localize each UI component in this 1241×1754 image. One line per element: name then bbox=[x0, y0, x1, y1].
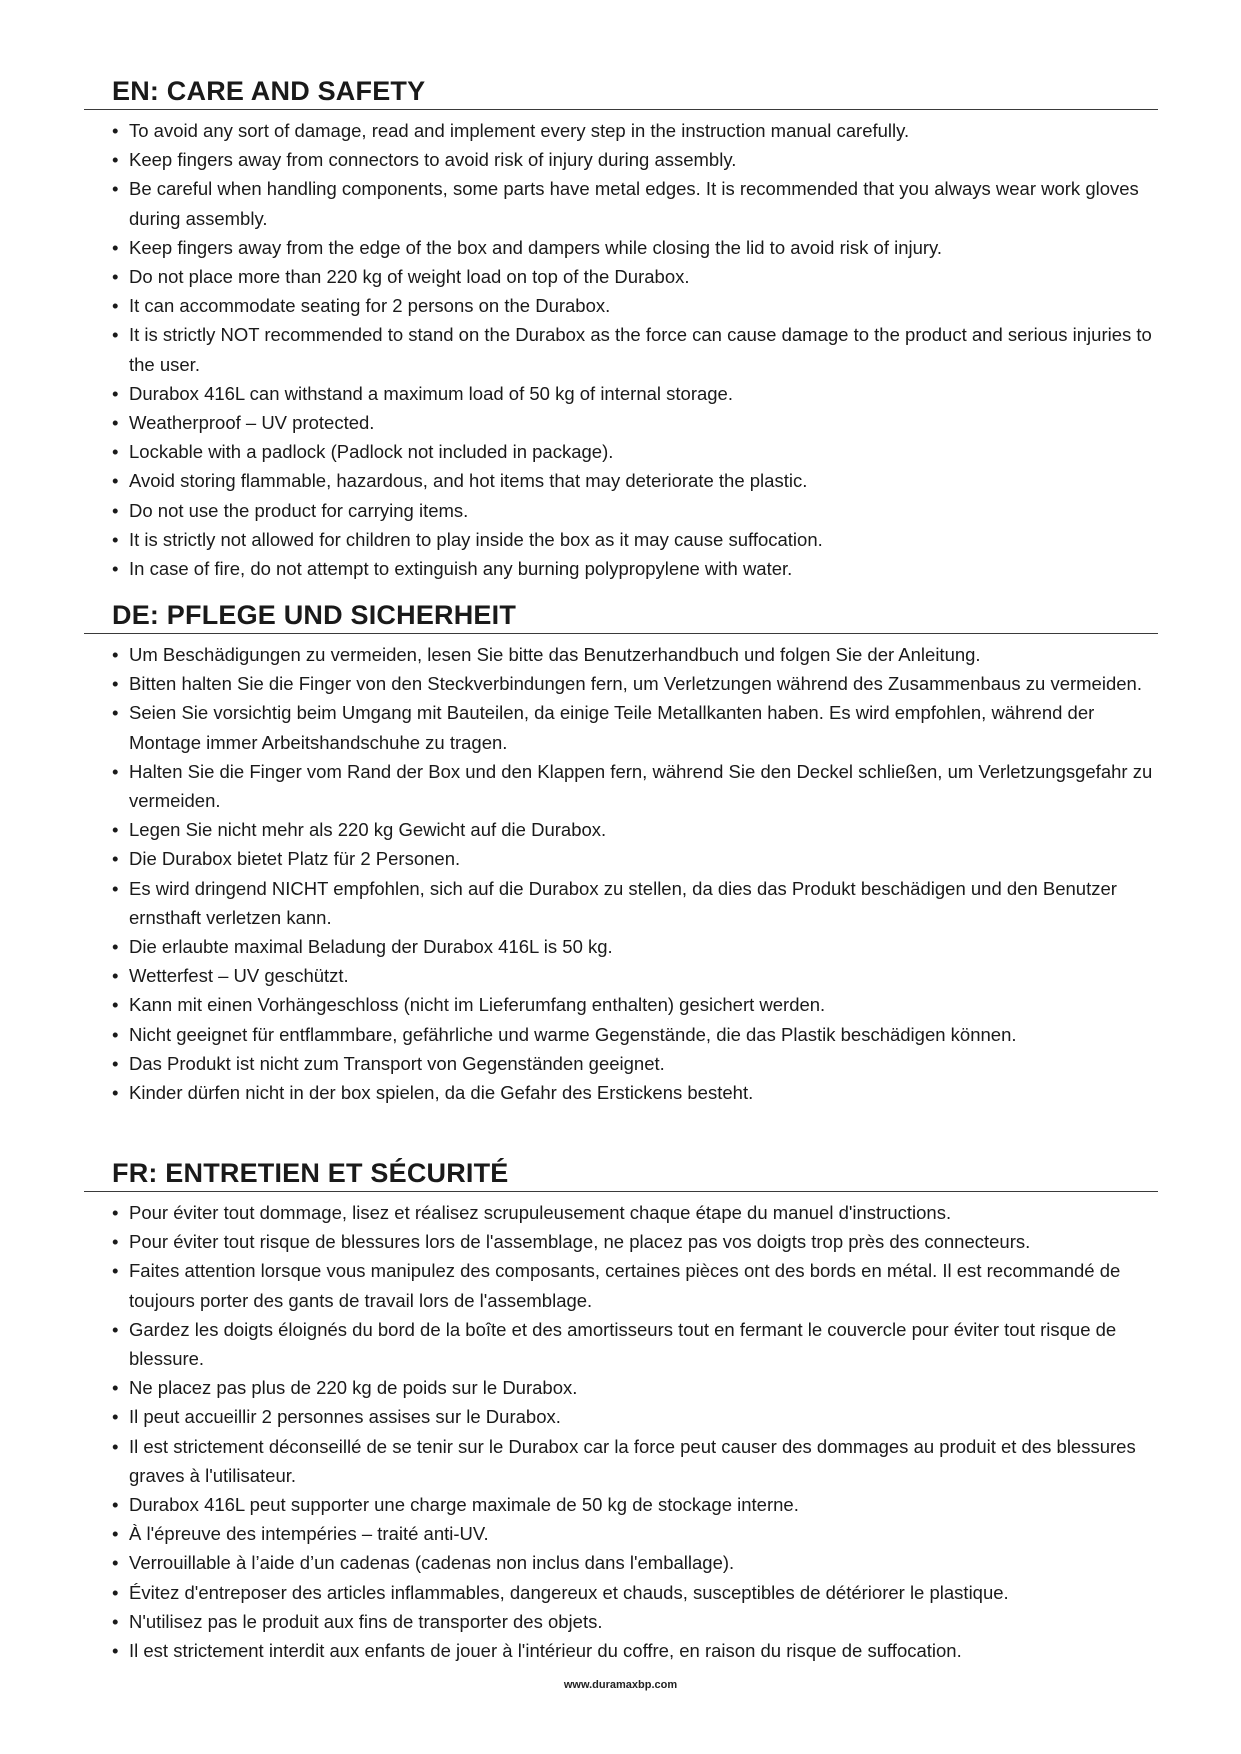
list-item: • Verrouillable à l’aide d’un cadenas (cadenas non inclus dans l'emballage). bbox=[112, 1548, 1158, 1577]
list-item: • Kann mit einen Vorhängeschloss (nicht im Lieferumfang enthalten) gesichert werden. bbox=[112, 990, 1158, 1019]
list-item: • It is strictly NOT recommended to stand on the Durabox as the force can cause damage to the product and serious injuries to the user. bbox=[112, 320, 1158, 378]
list-item: • To avoid any sort of damage, read and implement every step in the instruction manual carefully. bbox=[112, 116, 1158, 145]
list-item: • Bitten halten Sie die Finger von den Steckverbindungen fern, um Verletzungen während des Zusammenbaus zu vermeiden. bbox=[112, 669, 1158, 698]
section-de bbox=[84, 600, 1158, 1107]
list-item: • Ne placez pas plus de 220 kg de poids sur le Durabox. bbox=[112, 1373, 1158, 1402]
list-item: • Durabox 416L peut supporter une charge maximale de 50 kg de stockage interne. bbox=[112, 1490, 1158, 1519]
list-item: • Keep fingers away from connectors to avoid risk of injury during assembly. bbox=[112, 145, 1158, 174]
list-item: • Do not use the product for carrying items. bbox=[112, 496, 1158, 525]
list-item: • Die Durabox bietet Platz für 2 Personen. bbox=[112, 844, 1158, 873]
list-item: • Évitez d'entreposer des articles inflammables, dangereux et chauds, susceptibles de détériorer le plastique. bbox=[112, 1578, 1158, 1607]
list-item: • Die erlaubte maximal Beladung der Durabox 416L is 50 kg. bbox=[112, 932, 1158, 961]
bullet-list bbox=[84, 640, 1158, 1107]
list-item: • Pour éviter tout risque de blessures lors de l'assemblage, ne placez pas vos doigts trop près des connecteurs. bbox=[112, 1227, 1158, 1256]
list-item: • Pour éviter tout dommage, lisez et réalisez scrupuleusement chaque étape du manuel d'instructions. bbox=[112, 1198, 1158, 1227]
list-item: • Faites attention lorsque vous manipulez des composants, certaines pièces ont des bords en métal. Il est recommandé de toujours porter des gants de travail lors de l'assemblage. bbox=[112, 1256, 1158, 1314]
list-item: • Be careful when handling components, some parts have metal edges. It is recommended that you always wear work gloves during assembly. bbox=[112, 174, 1158, 232]
section-heading: FR: ENTRETIEN ET SÉCURITÉ bbox=[84, 1158, 1158, 1192]
list-item: • It can accommodate seating for 2 persons on the Durabox. bbox=[112, 291, 1158, 320]
list-item: • Durabox 416L can withstand a maximum load of 50 kg of internal storage. bbox=[112, 379, 1158, 408]
list-item: • Avoid storing flammable, hazardous, and hot items that may deteriorate the plastic. bbox=[112, 466, 1158, 495]
list-item: • Weatherproof – UV protected. bbox=[112, 408, 1158, 437]
list-item: • Kinder dürfen nicht in der box spielen, da die Gefahr des Erstickens besteht. bbox=[112, 1078, 1158, 1107]
list-item: • Lockable with a padlock (Padlock not included in package). bbox=[112, 437, 1158, 466]
list-item: • Do not place more than 220 kg of weight load on top of the Durabox. bbox=[112, 262, 1158, 291]
list-item: • Das Produkt ist nicht zum Transport von Gegenständen geeignet. bbox=[112, 1049, 1158, 1078]
list-item: • Es wird dringend NICHT empfohlen, sich auf die Durabox zu stellen, da dies das Produkt beschädigen und den Benutzer ernsthaft verletzen kann. bbox=[112, 874, 1158, 932]
list-item: • Il est strictement déconseillé de se tenir sur le Durabox car la force peut causer des dommages au produit et des blessures graves à l'utilisateur. bbox=[112, 1432, 1158, 1490]
list-item: • Il est strictement interdit aux enfants de jouer à l'intérieur du coffre, en raison du risque de suffocation. bbox=[112, 1636, 1158, 1665]
bullet-list bbox=[84, 1198, 1158, 1665]
list-item: • Legen Sie nicht mehr als 220 kg Gewicht auf die Durabox. bbox=[112, 815, 1158, 844]
section-fr bbox=[84, 1158, 1158, 1665]
list-item: • À l'épreuve des intempéries – traité anti-UV. bbox=[112, 1519, 1158, 1548]
list-item: • N'utilisez pas le produit aux fins de transporter des objets. bbox=[112, 1607, 1158, 1636]
section-heading: EN: CARE AND SAFETY bbox=[84, 76, 1158, 110]
section-heading: DE: PFLEGE UND SICHERHEIT bbox=[84, 600, 1158, 634]
list-item: • Um Beschädigungen zu vermeiden, lesen Sie bitte das Benutzerhandbuch und folgen Sie der Anleitung. bbox=[112, 640, 1158, 669]
list-item: • It is strictly not allowed for children to play inside the box as it may cause suffocation. bbox=[112, 525, 1158, 554]
section-en bbox=[84, 76, 1158, 583]
list-item: • Il peut accueillir 2 personnes assises sur le Durabox. bbox=[112, 1402, 1158, 1431]
list-item: • Seien Sie vorsichtig beim Umgang mit Bauteilen, da einige Teile Metallkanten haben. Es wird empfohlen, während der Montage immer Arbeitshandschuhe zu tragen. bbox=[112, 698, 1158, 756]
bullet-list bbox=[84, 116, 1158, 583]
footer-url[interactable]: www.duramaxbp.com bbox=[563, 1679, 678, 1691]
list-item: • Nicht geeignet für entflammbare, gefährliche und warme Gegenstände, die das Plastik beschädigen können. bbox=[112, 1020, 1158, 1049]
list-item: • Gardez les doigts éloignés du bord de la boîte et des amortisseurs tout en fermant le couvercle pour éviter tout risque de blessure. bbox=[112, 1315, 1158, 1373]
list-item: • Wetterfest – UV geschützt. bbox=[112, 961, 1158, 990]
list-item: • Keep fingers away from the edge of the box and dampers while closing the lid to avoid risk of injury. bbox=[112, 233, 1158, 262]
list-item: • In case of fire, do not attempt to extinguish any burning polypropylene with water. bbox=[112, 554, 1158, 583]
list-item: • Halten Sie die Finger vom Rand der Box und den Klappen fern, während Sie den Deckel schließen, um Verletzungsgefahr zu vermeiden. bbox=[112, 757, 1158, 815]
